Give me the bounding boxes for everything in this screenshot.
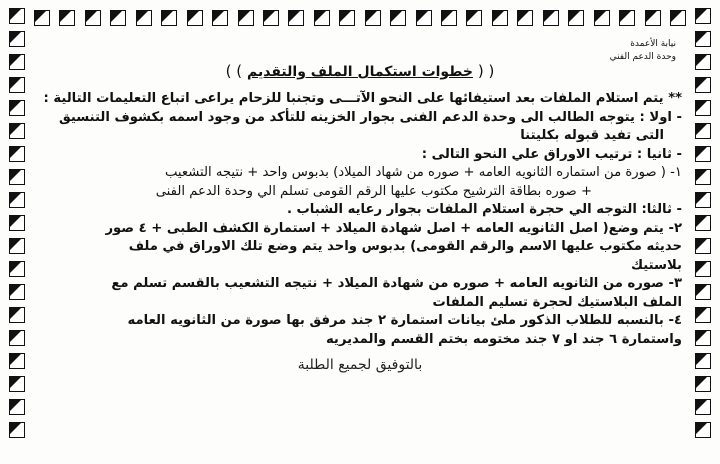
- corner-mark-icon: [568, 10, 584, 26]
- corner-mark-icon: [695, 77, 711, 93]
- corner-mark-icon: [9, 307, 25, 323]
- corner-mark-icon: [695, 146, 711, 162]
- corner-mark-icon: [9, 261, 25, 277]
- corner-mark-icon: [9, 31, 25, 47]
- corner-mark-icon: [136, 10, 152, 26]
- corner-mark-icon: [9, 353, 25, 369]
- corner-mark-icon: [9, 330, 25, 346]
- step-second-line: - ثانيا : ترتيب الاوراق علي النحو التالى :: [421, 146, 682, 162]
- corner-mark-icon: [9, 376, 25, 392]
- title-open-paren: ( (: [477, 62, 495, 80]
- item-1-line-b: + صوره بطاقة الترشيح مكتوب عليها الرقم القومى تسلم الي وحدة الدعم الفنى: [155, 183, 592, 199]
- title-close-paren: ) ): [225, 62, 243, 80]
- corner-mark-icon: [9, 192, 25, 208]
- corner-mark-icon: [695, 169, 711, 185]
- corner-mark-icon: [9, 399, 25, 415]
- corner-mark-icon: [619, 10, 635, 26]
- corner-mark-icon: [695, 399, 711, 415]
- corner-mark-icon: [59, 10, 75, 26]
- corner-mark-icon: [9, 123, 25, 139]
- org-header: [586, 38, 676, 64]
- document-title: [38, 62, 682, 80]
- corner-mark-icon: [9, 238, 25, 254]
- top-border: [34, 8, 686, 28]
- corner-mark-icon: [34, 10, 50, 26]
- corner-mark-icon: [9, 146, 25, 162]
- corner-mark-icon: [695, 330, 711, 346]
- left-border: [6, 0, 28, 464]
- corner-mark-icon: [466, 10, 482, 26]
- corner-mark-icon: [543, 10, 559, 26]
- item-1-line-a: ١- ( صورة من استماره الثانويه العامه + صوره من شهاد الميلاد) بدبوس واحد + نتيجه التشعيب: [164, 165, 682, 180]
- corner-mark-icon: [9, 215, 25, 231]
- right-border: [692, 0, 714, 464]
- item-3-line-b: الملف البلاستيك لحجرة تسليم الملفات: [432, 294, 682, 310]
- corner-mark-icon: [9, 100, 25, 116]
- corner-mark-icon: [85, 10, 101, 26]
- corner-mark-icon: [9, 77, 25, 93]
- corner-mark-icon: [288, 10, 304, 26]
- corner-mark-icon: [594, 10, 610, 26]
- corner-mark-icon: [161, 10, 177, 26]
- corner-mark-icon: [695, 192, 711, 208]
- org-line-2: وحدة الدعم الفني: [609, 52, 676, 62]
- document-body: [38, 32, 682, 460]
- corner-mark-icon: [238, 10, 254, 26]
- step-third-line: - ثالثا: التوجه الي حجرة استلام الملفات بجوار رعايه الشباب .: [286, 202, 682, 217]
- corner-mark-icon: [695, 261, 711, 277]
- corner-mark-icon: [9, 54, 25, 70]
- corner-mark-icon: [263, 10, 279, 26]
- item-2-line-b: حديثه مكتوب عليها الاسم والرقم القومى) بدبوس واحد يتم وضع تلك الاوراق في ملف: [128, 239, 682, 254]
- corner-mark-icon: [695, 422, 711, 438]
- title-text: خطوات استكمال الملف والتقديم: [247, 64, 473, 80]
- corner-mark-icon: [9, 422, 25, 438]
- corner-mark-icon: [365, 10, 381, 26]
- corner-mark-icon: [695, 284, 711, 300]
- corner-mark-icon: [695, 54, 711, 70]
- item-4-line-a: ٤- بالنسبه للطلاب الذكور ملئ بيانات استمارة ٢ جند مرفق بها صورة من الثانويه العامه: [127, 313, 682, 328]
- corner-mark-icon: [695, 8, 711, 24]
- item-4-line-b: واستمارة ٦ جند او ٧ جند مختومه بختم القسم والمديريه: [325, 331, 682, 347]
- corner-mark-icon: [695, 353, 711, 369]
- corner-mark-icon: [390, 10, 406, 26]
- corner-mark-icon: [339, 10, 355, 26]
- corner-mark-icon: [670, 10, 686, 26]
- corner-mark-icon: [645, 10, 661, 26]
- corner-mark-icon: [314, 10, 330, 26]
- intro-line: ** يتم استلام الملفات بعد استيفائها على النحو الآتـــى وتجنبا للزحام يراعى اتباع التعليمات التالية :: [43, 91, 682, 106]
- corner-mark-icon: [492, 10, 508, 26]
- corner-mark-icon: [695, 215, 711, 231]
- item-2-line-c: بلاستيك: [631, 257, 682, 273]
- step-first-line-b: التى تفيد قبوله بكليتنا: [520, 128, 664, 143]
- corner-mark-icon: [212, 10, 228, 26]
- corner-mark-icon: [110, 10, 126, 26]
- corner-mark-icon: [695, 376, 711, 392]
- corner-mark-icon: [695, 238, 711, 254]
- corner-mark-icon: [695, 123, 711, 139]
- org-line-1: نيابة الأعمدة: [630, 39, 676, 49]
- corner-mark-icon: [695, 100, 711, 116]
- closing-line: بالتوفيق لجميع الطلبة: [297, 357, 423, 373]
- item-2-line-a: ٢- يتم وضع( اصل الثانويه العامه + اصل شهادة الميلاد + استمارة الكشف الطبى + ٤ صور: [105, 220, 682, 236]
- corner-mark-icon: [416, 10, 432, 26]
- corner-mark-icon: [187, 10, 203, 26]
- corner-mark-icon: [695, 31, 711, 47]
- corner-mark-icon: [517, 10, 533, 26]
- corner-mark-icon: [9, 169, 25, 185]
- item-3-line-a: ٣- صوره من الثانويه العامه + صوره من شهادة الميلاد + نتيجه التشعيب بالقسم تسلم مع: [111, 276, 682, 291]
- step-first-line-a: - اولا : يتوجه الطالب الى وحدة الدعم الفنى بجوار الخزينه للتأكد من وجود اسمه بكشوف التنسيق: [58, 109, 682, 125]
- corner-mark-icon: [9, 284, 25, 300]
- corner-mark-icon: [441, 10, 457, 26]
- corner-mark-icon: [695, 307, 711, 323]
- corner-mark-icon: [9, 8, 25, 24]
